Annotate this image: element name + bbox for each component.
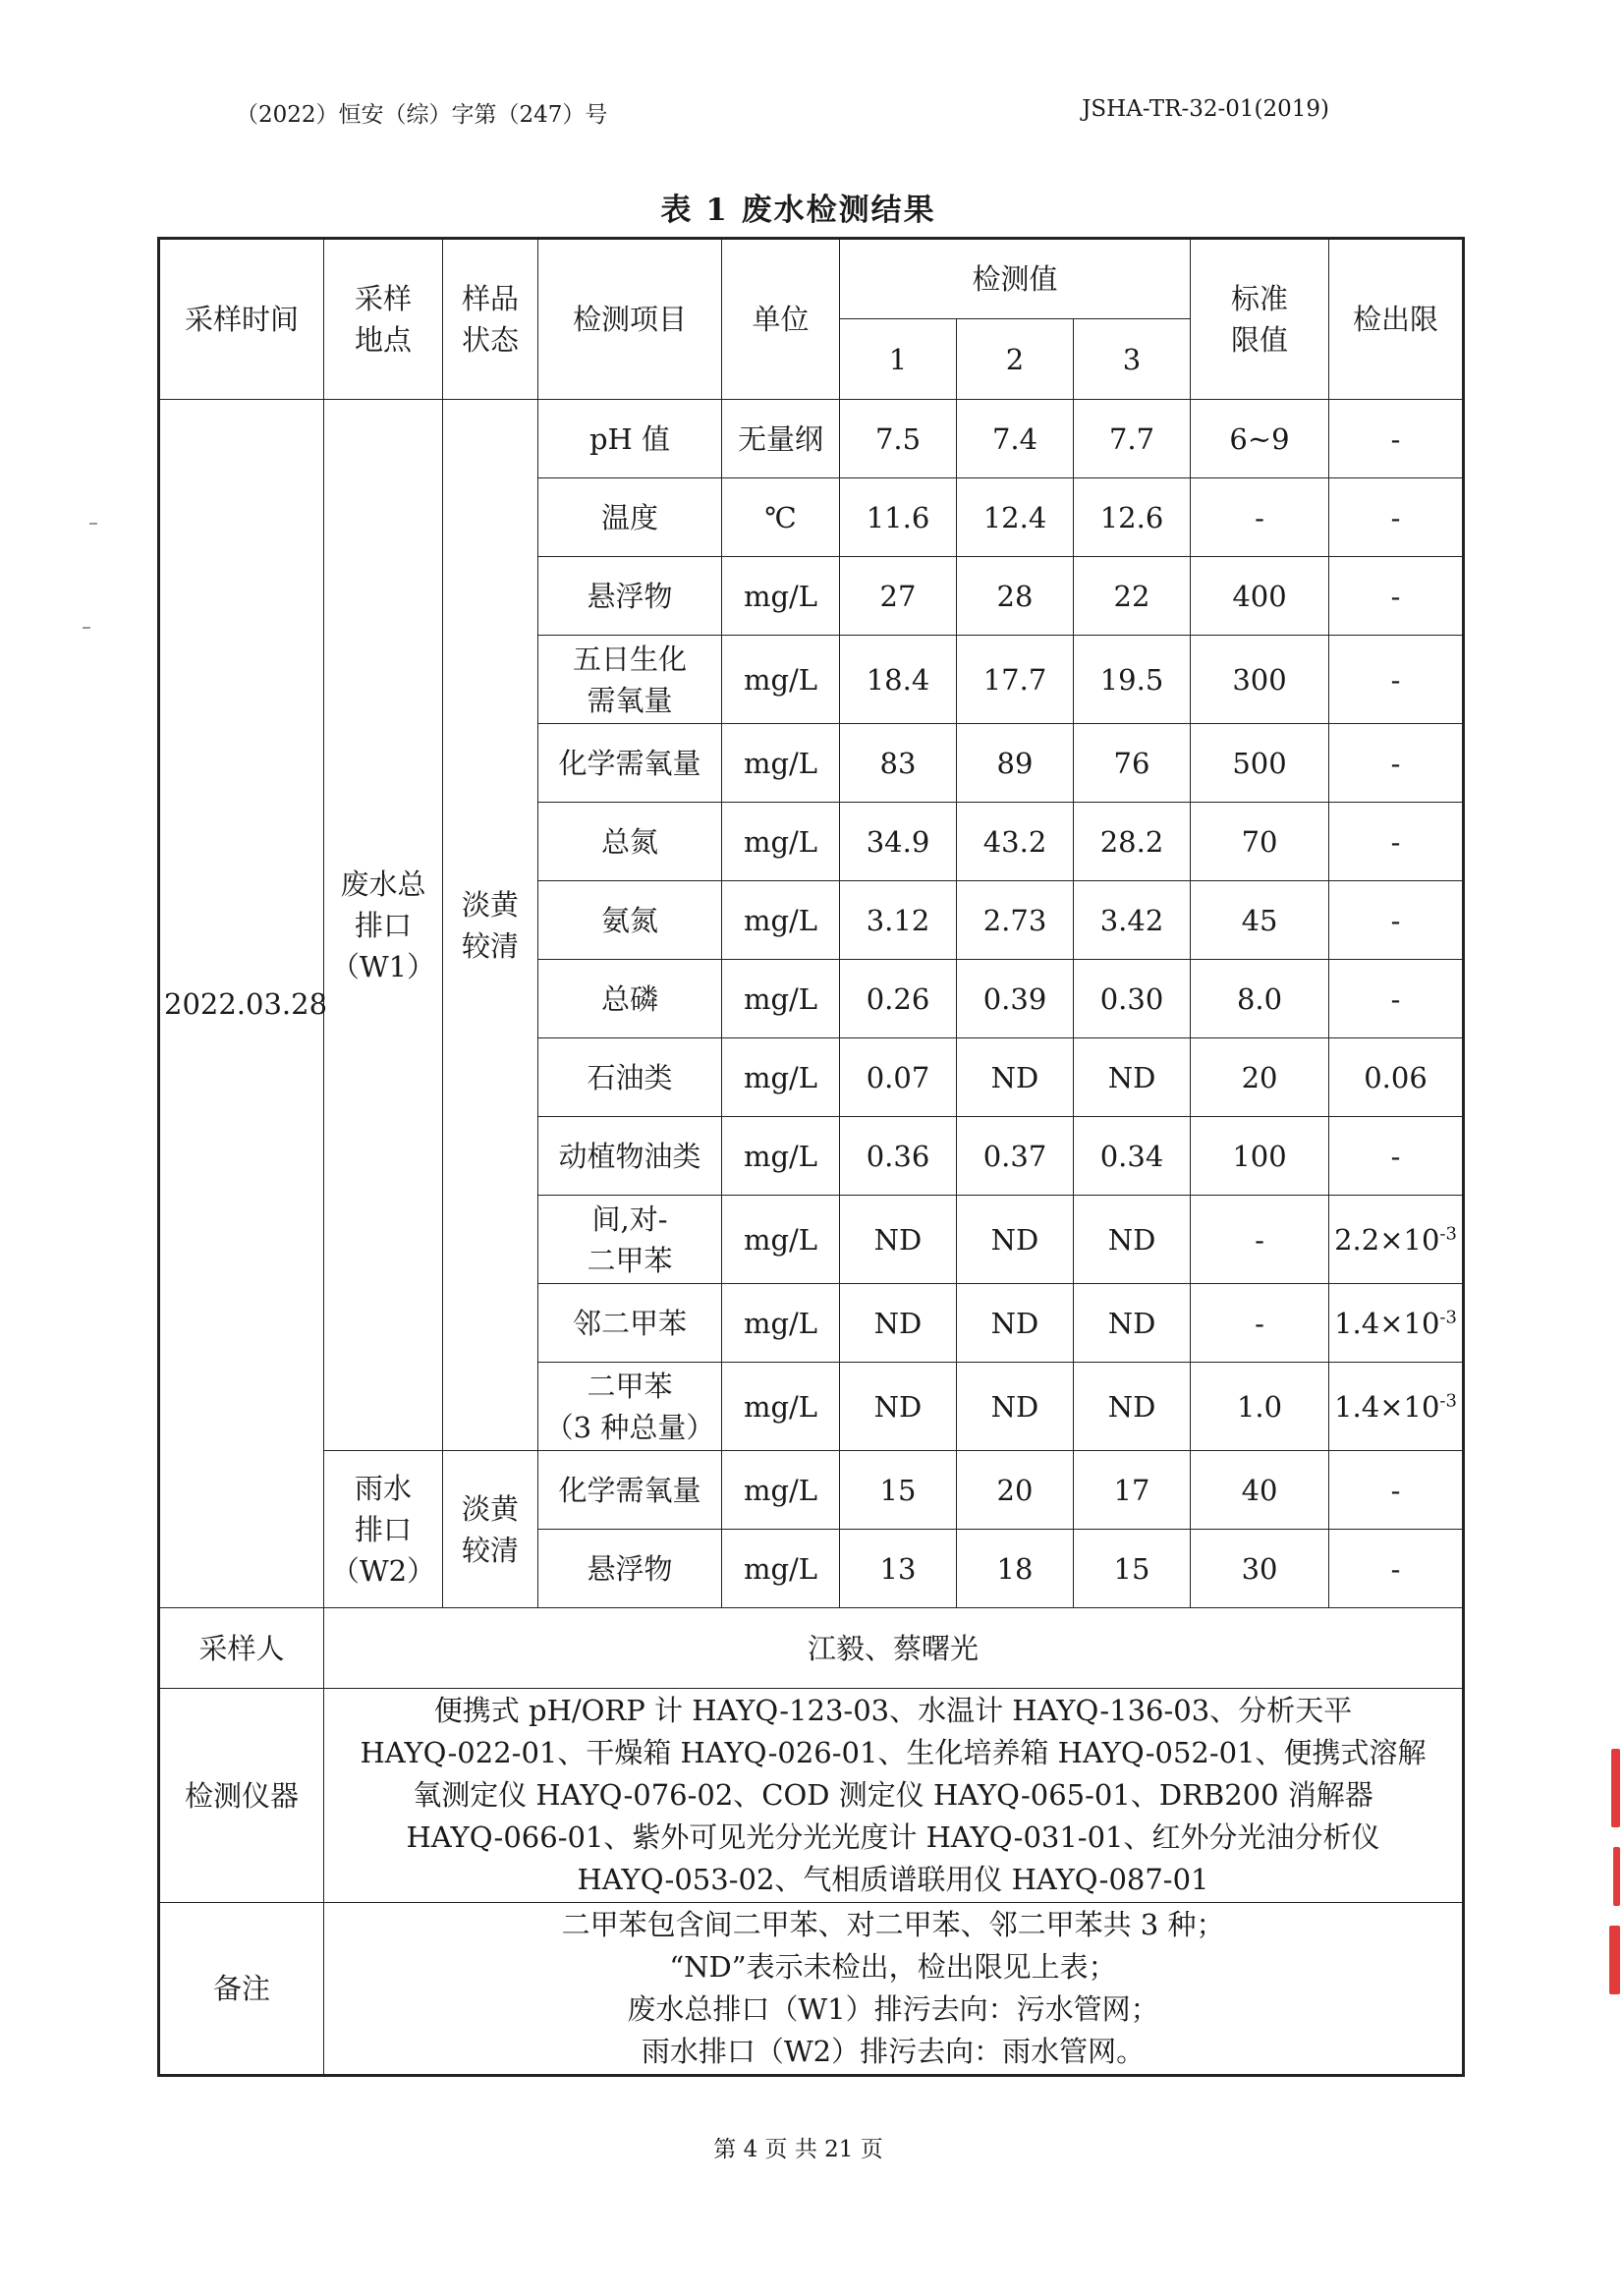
- test-item: 二甲苯 （3 种总量）: [538, 1363, 722, 1451]
- test-item: 氨氮: [538, 881, 722, 960]
- header-item: 检测项目: [538, 239, 722, 400]
- detection-limit: -: [1329, 724, 1464, 803]
- wastewater-results-table: [157, 237, 1465, 2077]
- value-3: 19.5: [1074, 636, 1191, 724]
- scan-mark: [83, 627, 90, 629]
- test-item: 五日生化 需氧量: [538, 636, 722, 724]
- value-3: ND: [1074, 1363, 1191, 1451]
- test-item: 化学需氧量: [538, 724, 722, 803]
- value-3: 7.7: [1074, 400, 1191, 478]
- value-1: 0.36: [840, 1117, 957, 1196]
- unit: mg/L: [722, 1530, 840, 1608]
- header-state: 样品 状态: [443, 239, 538, 400]
- instruments-list: 便携式 pH/ORP 计 HAYQ-123-03、水温计 HAYQ-136-03、分析天平 HAYQ-022-01、干燥箱 HAYQ-026-01、生化培养箱 HAYQ-052-01、便携式溶解 氧测定仪 HAYQ-076-02、COD 测定仪 HAYQ-065-01、DRB200 消解器 HAYQ-066-01、紫外可见光分光光度计 HAYQ-031-01、红外分光油分析仪 HAYQ-053-02、气相质谱联用仪 HAYQ-087-01: [324, 1689, 1464, 1903]
- value-3: 15: [1074, 1530, 1191, 1608]
- value-3: ND: [1074, 1284, 1191, 1363]
- value-1: 83: [840, 724, 957, 803]
- standard-limit: 100: [1191, 1117, 1329, 1196]
- header-unit: 单位: [722, 239, 840, 400]
- standard-limit: 1.0: [1191, 1363, 1329, 1451]
- standard-limit: 300: [1191, 636, 1329, 724]
- standard-limit: 70: [1191, 803, 1329, 881]
- value-3: ND: [1074, 1196, 1191, 1284]
- standard-limit: 8.0: [1191, 960, 1329, 1038]
- value-1: 13: [840, 1530, 957, 1608]
- detection-limit: -: [1329, 803, 1464, 881]
- value-1: ND: [840, 1196, 957, 1284]
- test-item: 悬浮物: [538, 557, 722, 636]
- standard-limit: 6~9: [1191, 400, 1329, 478]
- scan-mark: [89, 523, 97, 525]
- table-row: [159, 400, 1464, 478]
- value-3: 3.42: [1074, 881, 1191, 960]
- unit: ℃: [722, 478, 840, 557]
- value-2: 18: [957, 1530, 1074, 1608]
- state-w1: 淡黄 较清: [443, 400, 538, 1451]
- value-3: ND: [1074, 1038, 1191, 1117]
- detection-limit: $2.2\times 10^{-3}$: [1329, 1196, 1464, 1284]
- value-2: 7.4: [957, 400, 1074, 478]
- remarks-list: 二甲苯包含间二甲苯、对二甲苯、邻二甲苯共 3 种； “ND”表示未检出，检出限见上表； 废水总排口（W1）排污去向：污水管网； 雨水排口（W2）排污去向：雨水管网。: [324, 1903, 1464, 2076]
- unit: mg/L: [722, 1284, 840, 1363]
- detection-limit: $1.4\times 10^{-3}$: [1329, 1363, 1464, 1451]
- unit: mg/L: [722, 557, 840, 636]
- test-item: 石油类: [538, 1038, 722, 1117]
- standard-limit: -: [1191, 1196, 1329, 1284]
- value-3: 22: [1074, 557, 1191, 636]
- unit: mg/L: [722, 1363, 840, 1451]
- value-3: 28.2: [1074, 803, 1191, 881]
- value-3: 76: [1074, 724, 1191, 803]
- page-number: 第 4 页 共 21 页: [713, 2137, 883, 2162]
- unit: mg/L: [722, 724, 840, 803]
- standard-limit: 20: [1191, 1038, 1329, 1117]
- standard-limit: 45: [1191, 881, 1329, 960]
- unit: mg/L: [722, 1117, 840, 1196]
- value-1: 0.26: [840, 960, 957, 1038]
- standard-limit: 400: [1191, 557, 1329, 636]
- detection-limit: -: [1329, 636, 1464, 724]
- test-item: 温度: [538, 478, 722, 557]
- value-2: 17.7: [957, 636, 1074, 724]
- standard-limit: 500: [1191, 724, 1329, 803]
- standard-limit: 30: [1191, 1530, 1329, 1608]
- instruments-label: 检测仪器: [159, 1689, 324, 1903]
- test-item: 间,对- 二甲苯: [538, 1196, 722, 1284]
- stamp-edge: [1609, 1926, 1620, 1994]
- unit: mg/L: [722, 803, 840, 881]
- test-item: 邻二甲苯: [538, 1284, 722, 1363]
- value-3: 17: [1074, 1451, 1191, 1530]
- value-2: 12.4: [957, 478, 1074, 557]
- value-1: 0.07: [840, 1038, 957, 1117]
- sampler-value: 江毅、蔡曙光: [324, 1608, 1464, 1689]
- value-2: ND: [957, 1038, 1074, 1117]
- header-sample-time: 采样时间: [159, 239, 324, 400]
- detection-limit: 0.06: [1329, 1038, 1464, 1117]
- value-2: ND: [957, 1196, 1074, 1284]
- value-2: 20: [957, 1451, 1074, 1530]
- unit: mg/L: [722, 881, 840, 960]
- detection-limit: -: [1329, 1117, 1464, 1196]
- header-value-3: 3: [1074, 319, 1191, 400]
- state-w2: 淡黄 较清: [443, 1451, 538, 1608]
- test-item: 悬浮物: [538, 1530, 722, 1608]
- location-w1: 废水总 排口 （W1）: [324, 400, 443, 1451]
- detection-limit: -: [1329, 1451, 1464, 1530]
- detection-limit: -: [1329, 400, 1464, 478]
- value-1: 11.6: [840, 478, 957, 557]
- stamp-edge: [1611, 1749, 1620, 1827]
- value-1: 34.9: [840, 803, 957, 881]
- sampler-label: 采样人: [159, 1608, 324, 1689]
- value-3: 12.6: [1074, 478, 1191, 557]
- value-1: 7.5: [840, 400, 957, 478]
- unit: mg/L: [722, 1038, 840, 1117]
- value-2: 0.37: [957, 1117, 1074, 1196]
- unit: mg/L: [722, 1196, 840, 1284]
- unit: mg/L: [722, 636, 840, 724]
- unit: 无量纲: [722, 400, 840, 478]
- detection-limit: -: [1329, 1530, 1464, 1608]
- remarks-label: 备注: [159, 1903, 324, 2076]
- test-item: 动植物油类: [538, 1117, 722, 1196]
- value-1: 15: [840, 1451, 957, 1530]
- value-2: 0.39: [957, 960, 1074, 1038]
- value-1: ND: [840, 1284, 957, 1363]
- detection-limit: -: [1329, 960, 1464, 1038]
- table-title: 表 1 废水检测结果: [660, 193, 936, 228]
- standard-limit: -: [1191, 1284, 1329, 1363]
- detection-limit: -: [1329, 478, 1464, 557]
- standard-limit: 40: [1191, 1451, 1329, 1530]
- value-1: 27: [840, 557, 957, 636]
- value-1: 18.4: [840, 636, 957, 724]
- test-item: 总磷: [538, 960, 722, 1038]
- header-detection-limit: 检出限: [1329, 239, 1464, 400]
- detection-limit: $1.4\times 10^{-3}$: [1329, 1284, 1464, 1363]
- report-number: （2022）恒安（综）字第（247）号: [236, 102, 608, 128]
- unit: mg/L: [722, 960, 840, 1038]
- value-2: ND: [957, 1363, 1074, 1451]
- value-2: 28: [957, 557, 1074, 636]
- value-2: 89: [957, 724, 1074, 803]
- detection-limit: -: [1329, 881, 1464, 960]
- standard-limit: -: [1191, 478, 1329, 557]
- stamp-edge: [1613, 1847, 1620, 1906]
- form-number: JSHA-TR-32-01(2019): [1082, 96, 1329, 122]
- location-w2: 雨水 排口 （W2）: [324, 1451, 443, 1608]
- value-2: ND: [957, 1284, 1074, 1363]
- detection-limit: -: [1329, 557, 1464, 636]
- value-3: 0.30: [1074, 960, 1191, 1038]
- header-value-2: 2: [957, 319, 1074, 400]
- value-1: 3.12: [840, 881, 957, 960]
- value-1: ND: [840, 1363, 957, 1451]
- value-3: 0.34: [1074, 1117, 1191, 1196]
- test-item: 总氮: [538, 803, 722, 881]
- value-2: 2.73: [957, 881, 1074, 960]
- test-item: pH 值: [538, 400, 722, 478]
- header-limit: 标准 限值: [1191, 239, 1329, 400]
- header-value-1: 1: [840, 319, 957, 400]
- sample-date: 2022.03.28: [159, 400, 324, 1608]
- value-2: 43.2: [957, 803, 1074, 881]
- table-row: [159, 1451, 1464, 1530]
- header-location: 采样 地点: [324, 239, 443, 400]
- unit: mg/L: [722, 1451, 840, 1530]
- header-values: 检测值: [840, 239, 1191, 319]
- test-item: 化学需氧量: [538, 1451, 722, 1530]
